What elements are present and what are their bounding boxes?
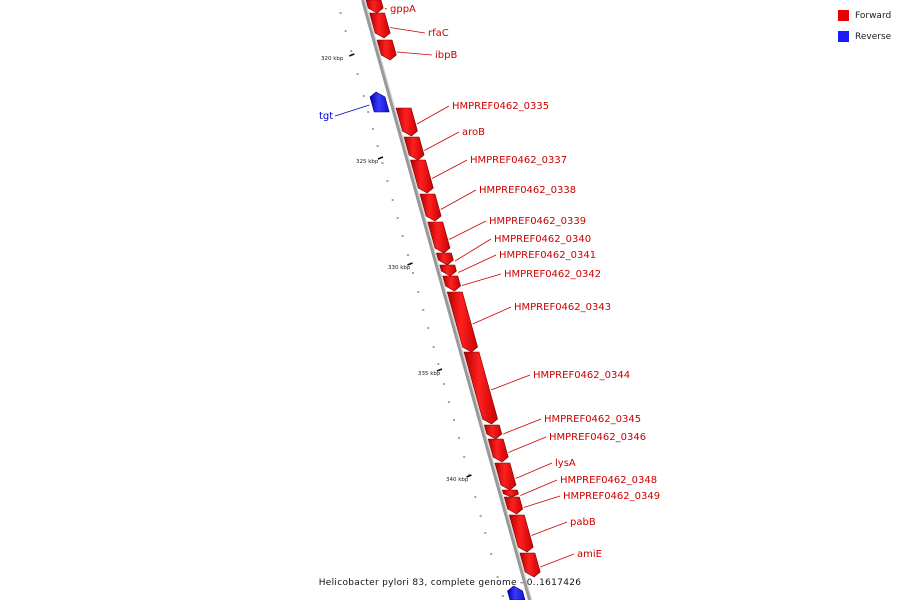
gene-leader-line [520, 480, 557, 496]
tick-label: 330 kbp [388, 265, 411, 271]
legend-item-forward [838, 9, 900, 22]
gene-leader-line [417, 106, 449, 124]
gene-label[interactable]: amiE [577, 549, 602, 560]
gene-leader-line [516, 463, 552, 479]
gene-leader-line [432, 160, 467, 179]
gene-label[interactable]: ibpB [435, 50, 458, 61]
gene-label[interactable]: HMPREF0462_0345 [544, 414, 642, 425]
gene-leader-line [473, 307, 511, 324]
forward-swatch [838, 10, 849, 21]
major-tick [349, 54, 354, 56]
genome-caption [0, 578, 900, 588]
gene-label[interactable]: HMPREF0462_0338 [479, 185, 577, 196]
gene-label[interactable]: HMPREF0462_0349 [563, 491, 661, 502]
reverse-swatch [838, 31, 849, 42]
tick-label: 325 kbp [356, 159, 379, 165]
gene-leader-line [524, 496, 560, 508]
backbone [363, 0, 530, 600]
tick-label: 335 kbp [418, 371, 441, 377]
caption-text: Helicobacter pylori 83, complete genome - 0..1617426 [318, 578, 582, 588]
major-tick [378, 157, 383, 159]
gene-leader-line [424, 132, 459, 151]
backbone-highlight [365, 0, 532, 600]
partial-reverse-gene [508, 586, 526, 600]
gene-leader-line [335, 105, 369, 116]
gene-feature-hmpref0462_0345[interactable] [484, 425, 502, 439]
gene-leader-line [390, 28, 425, 34]
gene-feature-gppa[interactable] [366, 0, 383, 13]
legend-reverse-label: Reverse [855, 31, 892, 42]
gene-leader-line [508, 437, 546, 453]
gene-feature-hmpref0462_0340[interactable] [436, 253, 453, 265]
gene-leader-line [385, 9, 387, 10]
tick-label: 340 kbp [446, 477, 469, 483]
gene-label[interactable]: tgt [319, 111, 334, 122]
gene-label[interactable]: HMPREF0462_0340 [494, 234, 592, 245]
gene-leader-line [503, 419, 541, 434]
legend-item-reverse [838, 30, 900, 43]
gene-feature-tgt[interactable] [370, 92, 389, 112]
gene-leader-line [491, 375, 530, 390]
gene-leader-line [397, 52, 432, 55]
gene-label[interactable]: HMPREF0462_0343 [514, 302, 612, 313]
gene-leader-line [540, 554, 574, 567]
gene-label[interactable]: gppA [390, 4, 416, 15]
gene-label[interactable]: HMPREF0462_0337 [470, 155, 568, 166]
gene-label[interactable]: HMPREF0462_0342 [504, 269, 602, 280]
gene-label[interactable]: HMPREF0462_0346 [549, 432, 647, 443]
gene-leader-line [462, 274, 501, 286]
gene-feature-hmpref0462_0348[interactable] [502, 490, 518, 497]
gene-label[interactable]: HMPREF0462_0341 [499, 250, 597, 261]
gene-track [319, 0, 660, 577]
gene-leader-line [531, 522, 567, 536]
legend [838, 9, 900, 51]
legend-forward-label: Forward [855, 10, 892, 21]
gene-leader-line [441, 190, 476, 210]
gene-feature-hmpref0462_0342[interactable] [443, 276, 461, 291]
gene-leader-line [455, 239, 491, 261]
gene-feature-hmpref0462_0341[interactable] [440, 265, 457, 276]
gene-label[interactable]: HMPREF0462_0344 [533, 370, 631, 381]
gene-leader-line [458, 255, 496, 273]
gene-label[interactable]: HMPREF0462_0335 [452, 101, 550, 112]
gene-label[interactable]: HMPREF0462_0339 [489, 216, 587, 227]
gene-label[interactable]: rfaC [428, 28, 449, 39]
gene-label[interactable]: lysA [555, 458, 576, 469]
reverse-gene-partial[interactable] [508, 586, 526, 600]
gene-label[interactable]: aroB [462, 127, 485, 138]
gene-leader-line [449, 221, 486, 240]
gene-label[interactable]: pabB [570, 517, 596, 528]
tick-label: 320 kbp [321, 56, 344, 62]
gene-label[interactable]: HMPREF0462_0348 [560, 475, 658, 486]
